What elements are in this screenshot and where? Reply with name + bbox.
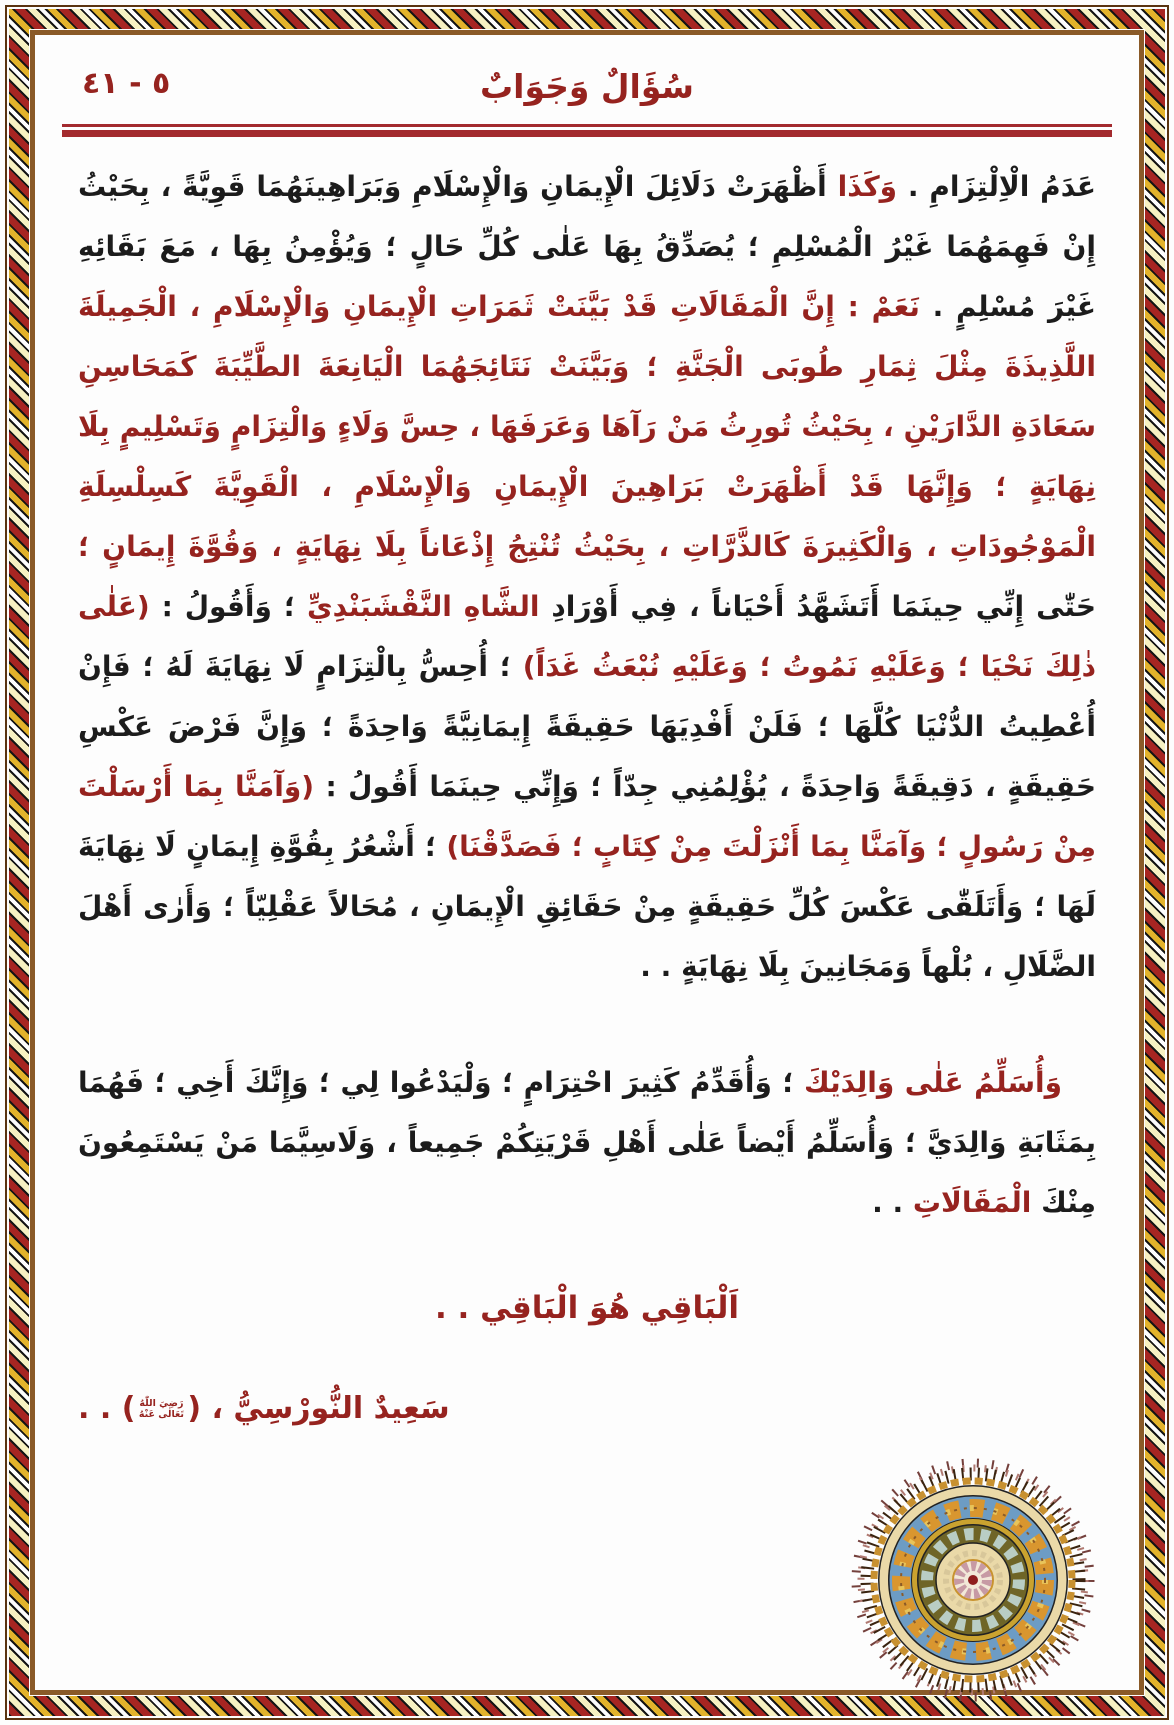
seal-paren-close: ) xyxy=(121,1391,136,1426)
page-header xyxy=(78,60,1096,114)
page-number: ٥ - ٤١ xyxy=(82,66,171,101)
rosette-ornament xyxy=(850,1457,1096,1703)
header-rule xyxy=(62,124,1112,137)
signature-trailing-dots: . . xyxy=(78,1391,122,1426)
paragraph-1: عَدَمُ الْاِلْتِزَامِ . وَكَذَا أَظْهَرَتْ دَلَائِلَ الْإِيمَانِ وَالْإِسْلَامِ وَبَرَاهِينَهُمَا قَوِيَّةً ، بِحَيْثُ إِنْ فَهِمَهُمَا غَيْرُ الْمُسْلِمِ ؛ يُصَدِّقُ بِهَا عَلٰى كُلِّ حَالٍ ؛ وَيُؤْمِنُ بِهَا ، مَعَ بَقَائِهِ غَيْرَ مُسْلِمٍ . نَعَمْ : إِنَّ الْمَقَالَاتِ قَدْ بَيَّنَتْ ثَمَرَاتِ الْإِيمَانِ وَالْإِسْلَامِ ، الْجَمِيلَةَ اللَّذِيذَةَ مِثْلَ ثِمَارِ طُوبَى الْجَنَّةِ ؛ وَبَيَّنَتْ نَتَائِجَهُمَا الْيَانِعَةَ الطَّيِّبَةَ كَمَحَاسِنِ سَعَادَةِ الدَّارَيْنِ ، بِحَيْثُ تُورِثُ مَنْ رَآهَا وَعَرَفَهَا ، حِسَّ وَلَاءٍ وَالْتِزَامٍ وَتَسْلِيمٍ بِلَا نِهَايَةٍ ؛ وَإِنَّهَا قَدْ أَظْهَرَتْ بَرَاهِينَ الْإِيمَانِ وَالْإِسْلَامِ ، الْقَوِيَّةَ كَسِلْسِلَةِ الْمَوْجُودَاتِ ، وَالْكَثِيرَةَ كَالذَّرَّاتِ ، بِحَيْثُ تُنْتِجُ إِذْعَاناً بِلَا نِهَايَةٍ ، وَقُوَّةَ إِيمَانٍ ؛ حَتّٰى إِنِّي حِينَمَا أَتَشَهَّدُ أَحْيَاناً ، فِي أَوْرَادِ الشَّاهِ النَّقْشَبَنْدِيِّ ؛ وَأَقُولُ : (عَلٰى ذٰلِكَ نَحْيَا ؛ وَعَلَيْهِ نَمُوتُ ؛ وَعَلَيْهِ نُبْعَثُ غَدَاً) ؛ أُحِسُّ بِالْتِزَامٍ لَا نِهَايَةَ لَهُ ؛ فَإِنْ أُعْطِيتُ الدُّنْيَا كُلَّهَا ؛ فَلَنْ أَفْدِيَهَا حَقِيقَةً إِيمَانِيَّةً وَاحِدَةً ؛ وَإِنَّ فَرْضَ عَكْسِ حَقِيقَةٍ ، دَقِيقَةً وَاحِدَةً ، يُؤْلِمُنِي جِدّاً ؛ وَإِنِّي حِينَمَا أَقُولُ : (وَآمَنَّا بِمَا أَرْسَلْتَ مِنْ رَسُولٍ ؛ وَآمَنَّا بِمَا أَنْزَلْتَ مِنْ كِتَابٍ ؛ فَصَدَّقْنَا) ؛ أَشْعُرُ بِقُوَّةِ إِيمَانٍ لَا نِهَايَةَ لَهَا ؛ وَأَتَلَقّٰى عَكْسَ كُلِّ حَقِيقَةٍ مِنْ حَقَائِقِ الْإِيمَانِ ، مُحَالاً عَقْلِيّاً ؛ وَأَرٰى أَهْلَ الضَّلَالِ ، بُلْهاً وَمَجَانِينَ بِلَا نِهَايَةٍ . . xyxy=(78,170,1097,983)
paragraph-2: وَأُسَلِّمُ عَلٰى وَالِدَيْكَ ؛ وَأُقَدِّمُ كَثِيرَ احْتِرَامٍ ؛ وَلْيَدْعُوا لِي ؛ وَإِنَّكَ أَخِي ؛ فَهُمَا بِمَثَابَةِ وَالِدَيَّ ؛ وَأُسَلِّمُ أَيْضاً عَلٰى أَهْلِ قَرْيَتِكُمْ جَمِيعاً ، وَلَاسِيَّمَا مَنْ يَسْتَمِعُونَ مِنْكَ الْمَقَالَاتِ . . xyxy=(78,1066,1096,1219)
seal-paren-open: ( xyxy=(187,1391,202,1426)
author-seal: رَضِيَ اللّٰهُ تَعَالٰى عَنْهُ xyxy=(138,1397,184,1420)
page-title: سُؤَالٌ وَجَوَابٌ xyxy=(479,67,695,106)
header-rule-thick xyxy=(62,130,1112,137)
closing-formula: اَلْبَاقِي هُوَ الْبَاقِي . . xyxy=(434,1290,740,1326)
author-name: سَعِيدٌ النُّورْسِيُّ ، xyxy=(201,1391,450,1426)
signature-line xyxy=(78,1377,1096,1441)
